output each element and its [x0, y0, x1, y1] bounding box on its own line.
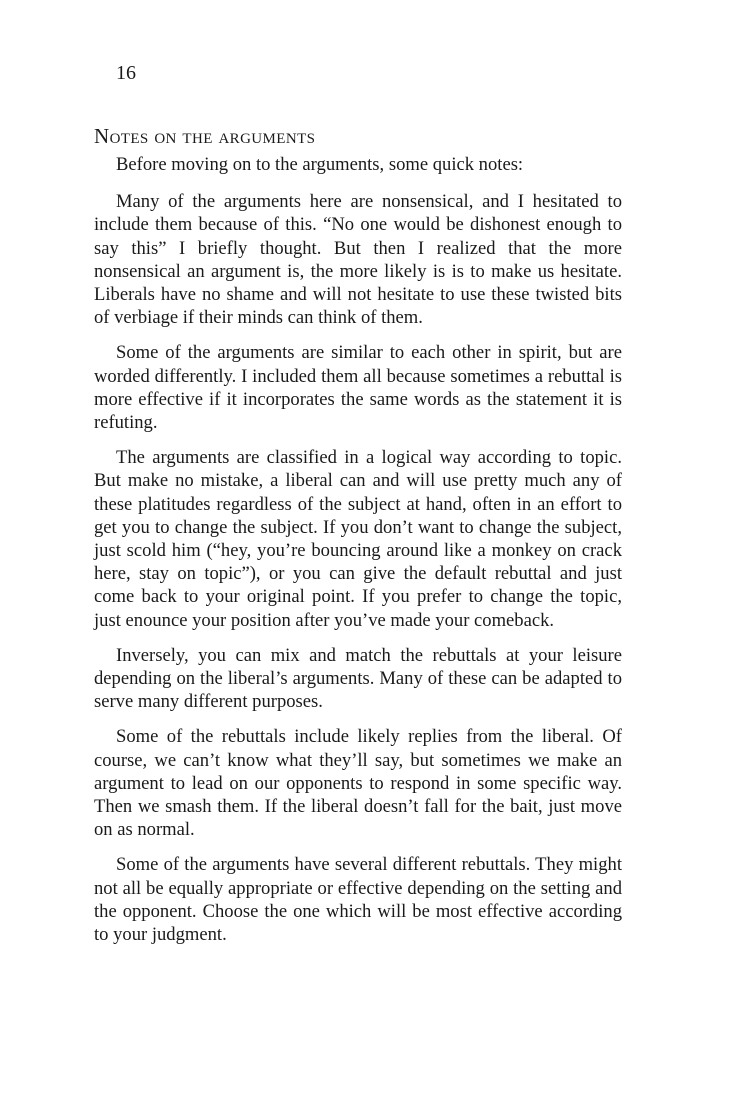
- page-content: [94, 121, 622, 958]
- paragraph-several-rebuttals: Some of the arguments have several different rebuttals. They might not all be equally appropriate or effective depending on the setting and the opponent. Choose the one which will be most effective according to your judgment.: [94, 854, 622, 946]
- paragraph-mix-and-match: Inversely, you can mix and match the rebuttals at your leisure depending on the liberal’s arguments. Many of these can be adapted to serve many different purposes.: [94, 644, 622, 713]
- section-title: Notes on the arguments: [94, 124, 316, 148]
- paragraph-intro: Before moving on to the arguments, some quick notes:: [116, 154, 524, 175]
- paragraph-similar-arguments: Some of the arguments are similar to each other in spirit, but are worded differently. I included them all because sometimes a rebuttal is more effective if it incorporates the same words as the statement it is refuting.: [94, 342, 622, 434]
- paragraph-classification: The arguments are classified in a logical way according to topic. But make no mistake, a liberal can and will use pretty much any of these platitudes regardless of the subject at hand, often in an effort to get you to change the subject. If you don’t want to change the subject, just scold him (“hey, you’re bouncing around like a monkey on crack here, stay on topic”), or you can give the default rebuttal and just come back to your original point. If you prefer to change the topic, just enounce your position after you’ve made your comeback.: [94, 447, 622, 631]
- paragraph-likely-replies: Some of the rebuttals include likely replies from the liberal. Of course, we can’t know what they’ll say, but sometimes we make an argument to lead on our opponents to respond in some specific way. Then we smash them. If the liberal doesn’t fall for the bait, just move on as normal.: [94, 726, 622, 841]
- paragraph-nonsensical-arguments: Many of the arguments here are nonsensical, and I hesitated to include them because of this. “No one would be dishonest enough to say this” I briefly thought. But then I realized that the more nonsensical an argument is, the more likely is is to make us hesitate. Liberals have no shame and will not hesitate to use these twisted bits of verbiage if their minds can think of them.: [94, 191, 622, 329]
- page-number: 16: [116, 62, 136, 84]
